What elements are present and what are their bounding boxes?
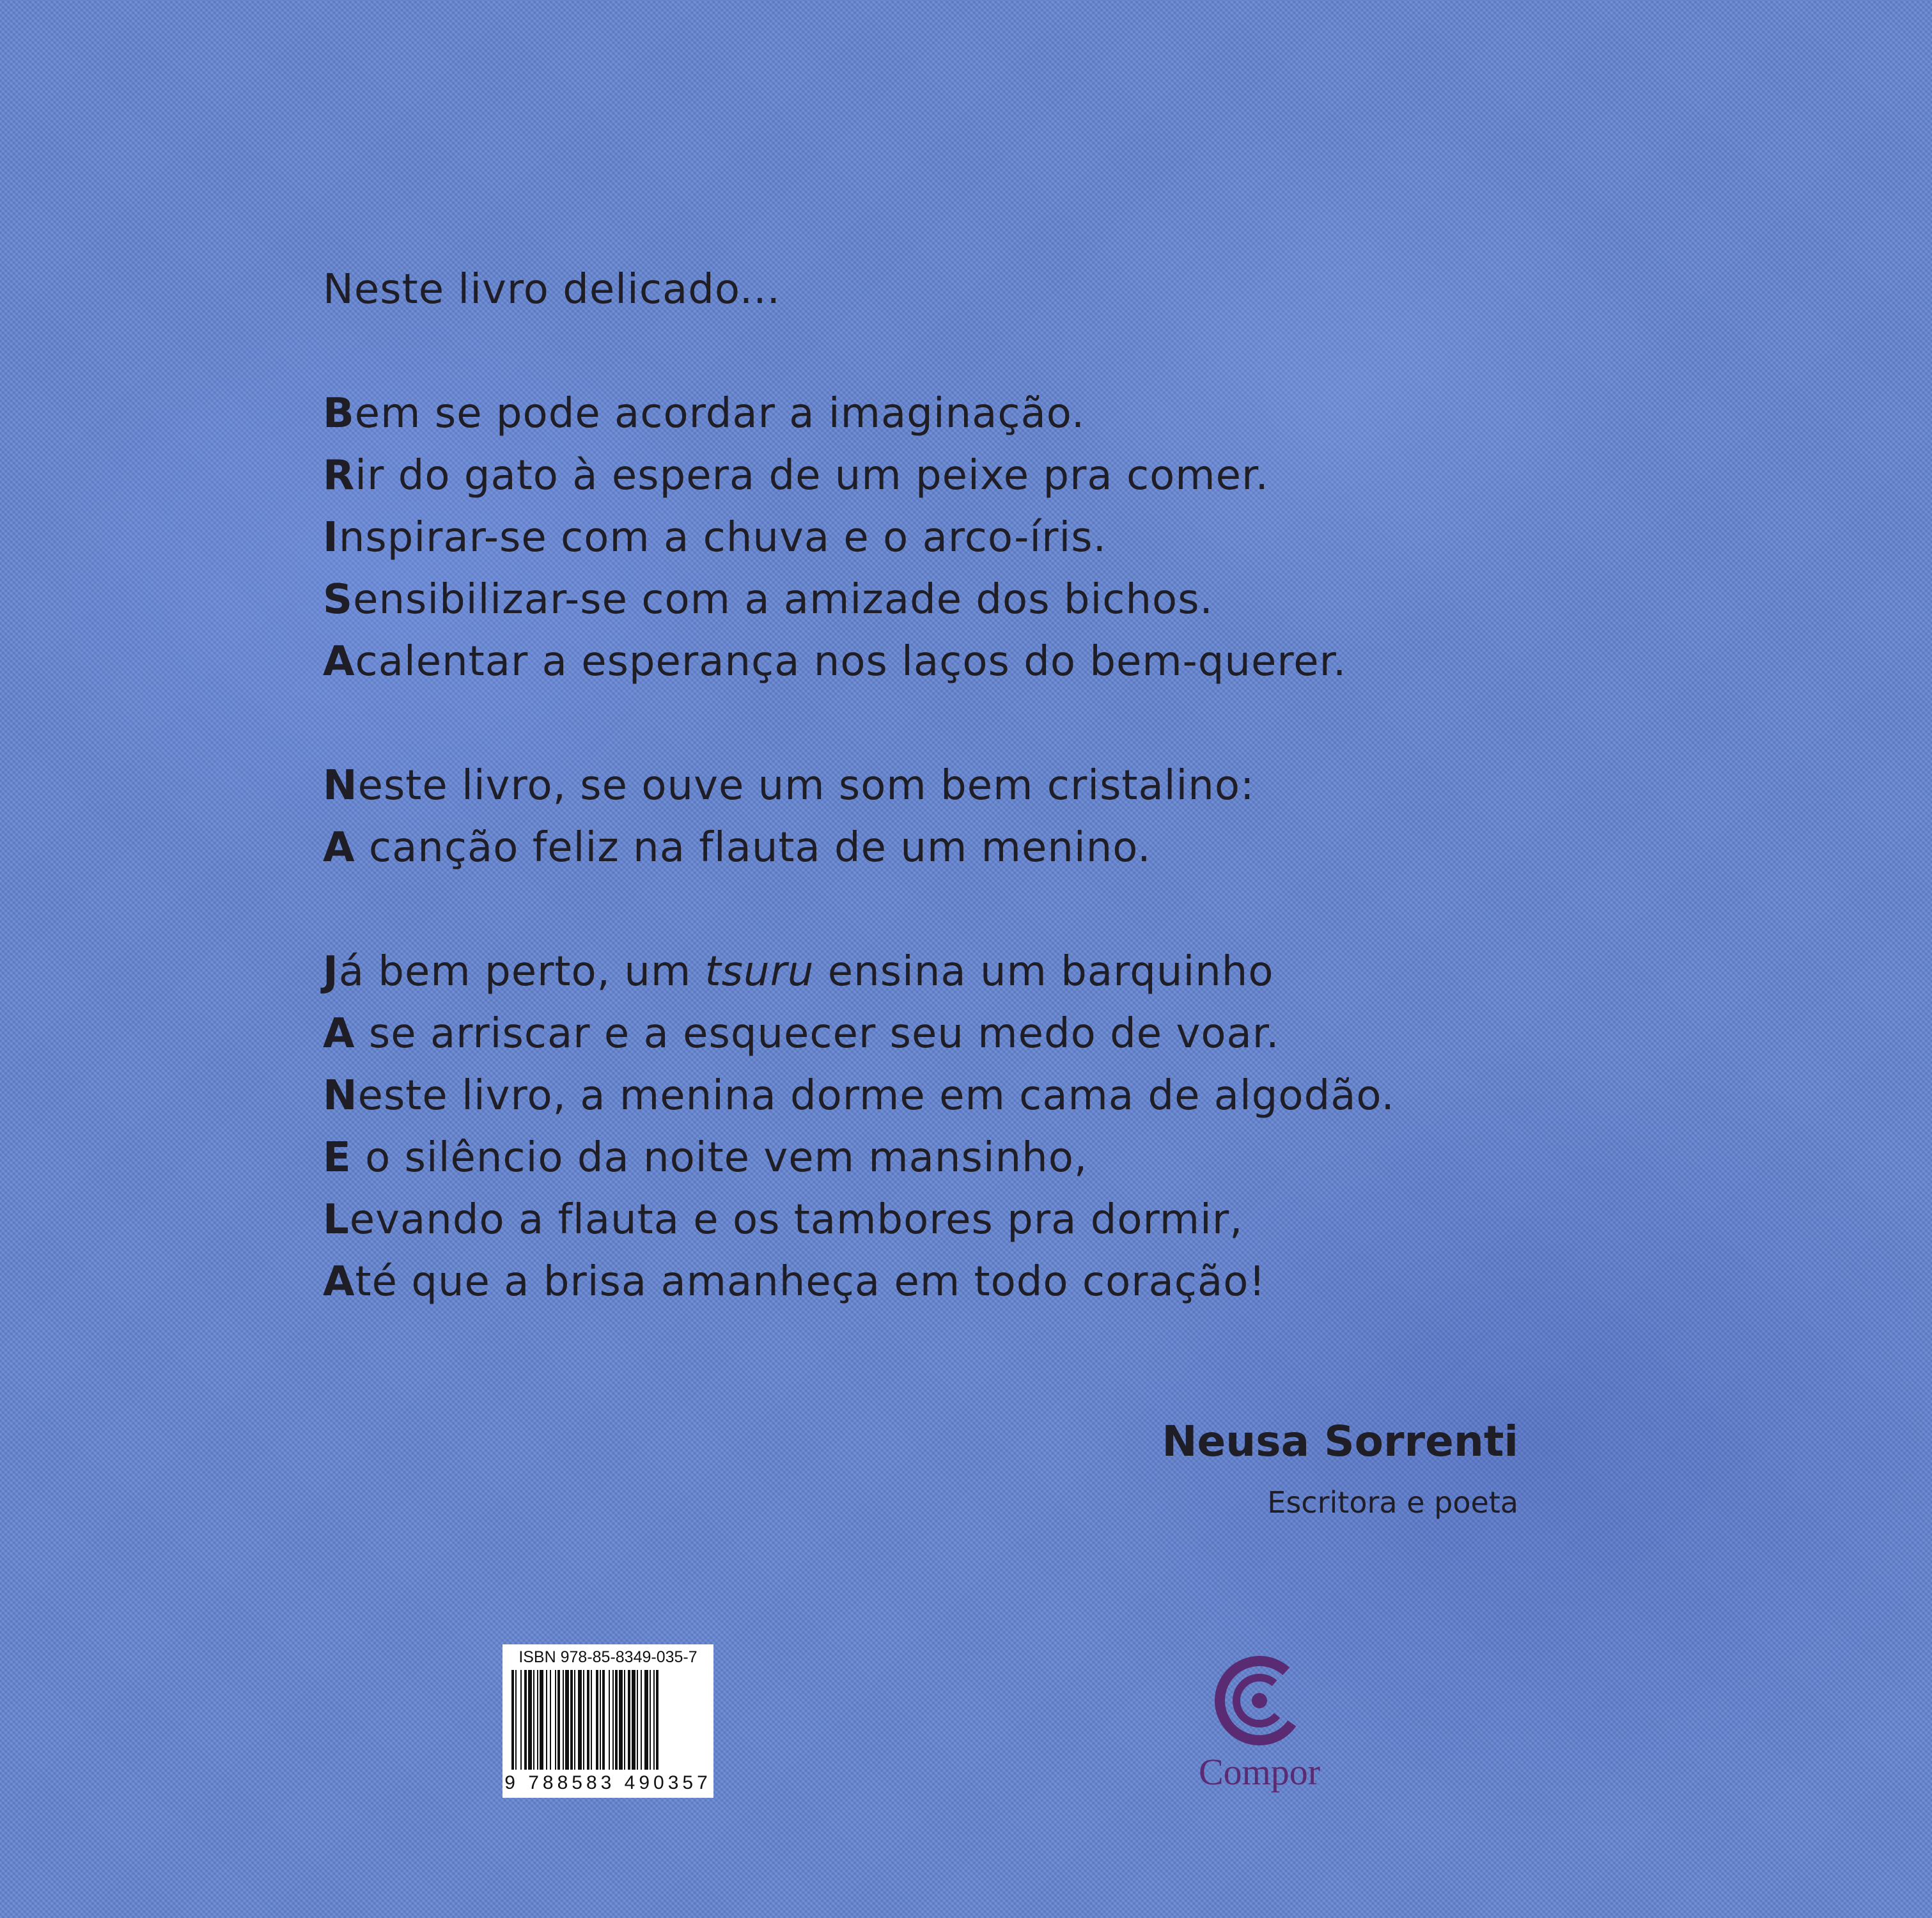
acrostic-letter: N — [323, 762, 358, 809]
publisher-name: Compor — [1198, 1751, 1321, 1793]
line-text: té que a brisa amanheça em todo coração! — [355, 1258, 1266, 1306]
poem-line — [323, 445, 1601, 507]
acrostic-letter: L — [323, 1196, 350, 1244]
line-text: ensina um barquinho — [814, 948, 1274, 995]
poem-line — [323, 507, 1601, 569]
line-text: em se pode acordar a imaginação. — [354, 390, 1086, 437]
line-text: nspirar-se com a chuva e o arco-íris. — [338, 514, 1107, 561]
poem-intro: Neste livro delicado... — [323, 266, 781, 313]
acrostic-letter: I — [323, 514, 339, 561]
poem-line — [323, 941, 1601, 1003]
acrostic-letter: R — [323, 452, 355, 499]
line-text: se arriscar e a esquecer seu medo de voar. — [355, 1010, 1280, 1057]
poem-line — [323, 1127, 1601, 1189]
poem-line — [323, 755, 1601, 817]
publisher-logo — [1176, 1656, 1343, 1803]
stanza-gap — [323, 879, 1601, 941]
poem-line — [323, 817, 1601, 879]
line-text: canção feliz na flauta de um menino. — [355, 824, 1151, 871]
acrostic-letter: B — [323, 390, 355, 437]
poem-line — [323, 1003, 1601, 1065]
author-name: Neusa Sorrenti — [1162, 1417, 1518, 1466]
poem-line — [323, 383, 1601, 445]
line-text: este livro, a menina dorme em cama de algodão. — [357, 1072, 1395, 1119]
barcode-bars — [510, 1670, 706, 1772]
line-text: calentar a esperança nos laços do bem-querer. — [355, 638, 1347, 685]
poem-line — [323, 569, 1601, 631]
line-text: ir do gato à espera de um peixe pra comer. — [355, 452, 1269, 499]
line-text: evando a flauta e os tambores pra dormir, — [349, 1196, 1243, 1244]
stanza-gap — [323, 693, 1601, 755]
italic-word: tsuru — [705, 948, 814, 995]
acrostic-letter: N — [323, 1072, 358, 1119]
poem — [323, 259, 1601, 1313]
acrostic-letter: A — [323, 1258, 355, 1306]
stanza-gap — [323, 321, 1601, 383]
barcode-digits: 9 788583 490357 — [504, 1772, 712, 1793]
isbn-barcode — [502, 1644, 713, 1798]
poem-line — [323, 1189, 1601, 1251]
acrostic-letter: J — [323, 948, 339, 995]
author-signature — [959, 1413, 1518, 1522]
line-text: á bem perto, um — [338, 948, 705, 995]
acrostic-letter: S — [323, 576, 354, 623]
poem-line — [323, 631, 1601, 693]
acrostic-letter: A — [323, 638, 355, 685]
acrostic-letter: A — [323, 1010, 355, 1057]
acrostic-letter: E — [323, 1134, 352, 1181]
acrostic-letter: A — [323, 824, 355, 871]
poem-line — [323, 1065, 1601, 1127]
line-text: o silêncio da noite vem mansinho, — [351, 1134, 1088, 1181]
poem-line — [323, 1251, 1601, 1313]
isbn-label: ISBN 978-85-8349-035-7 — [518, 1648, 697, 1666]
compor-c-logo-icon — [1215, 1656, 1304, 1745]
line-text: este livro, se ouve um som bem cristalino: — [357, 762, 1255, 809]
line-text: ensibilizar-se com a amizade dos bichos. — [353, 576, 1213, 623]
author-role: Escritora e poeta — [1267, 1485, 1518, 1520]
